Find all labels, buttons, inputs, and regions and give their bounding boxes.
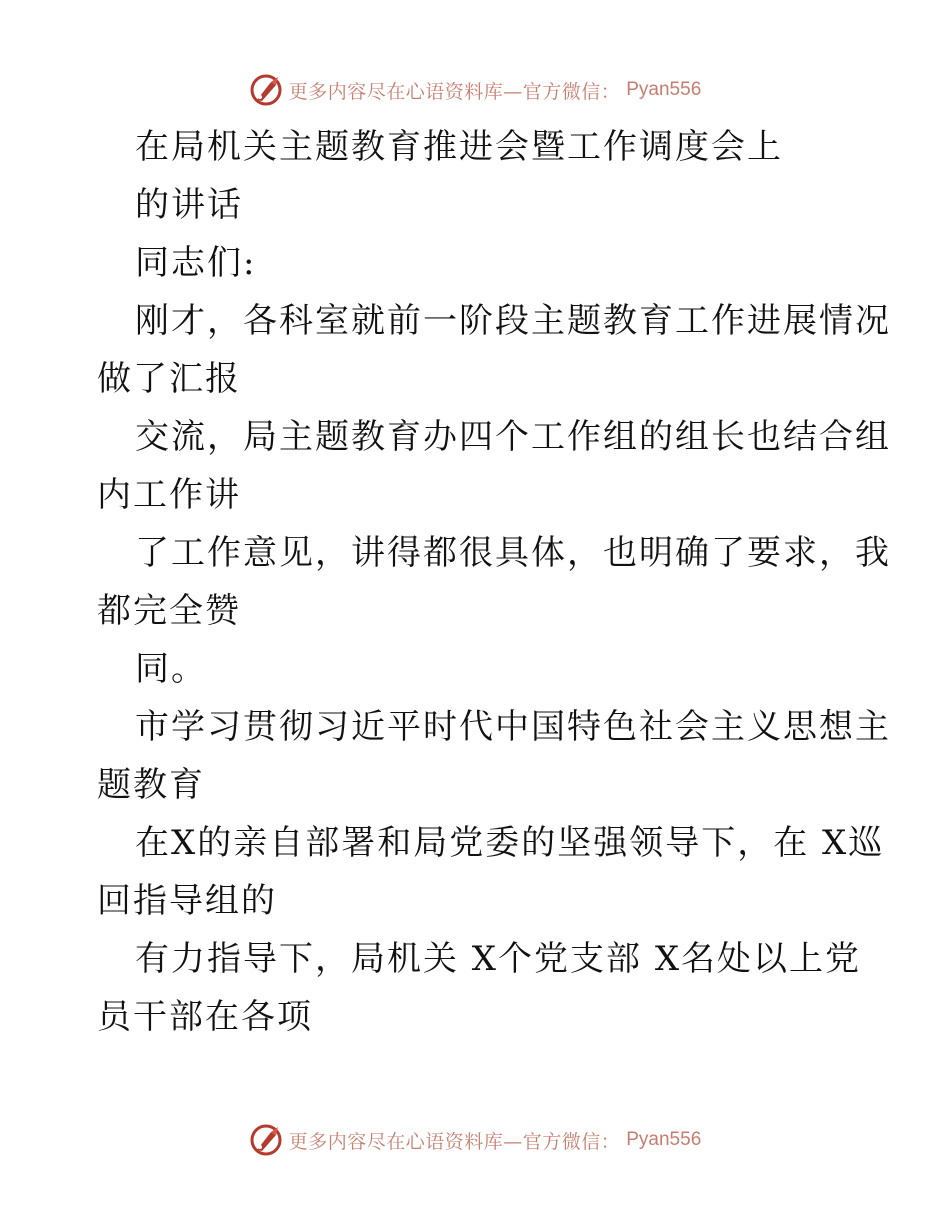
paragraph-line: 交流，局主题教育办四个工作组的组长也结合组	[135, 417, 891, 457]
title-line-2: 的讲话	[135, 185, 243, 225]
paragraph-line: 刚才，各科室就前一阶段主题教育工作进展情况	[135, 301, 891, 341]
paragraph-line: 员干部在各项	[97, 997, 313, 1037]
paragraph-line: 在X的亲自部署和局党委的坚强领导下，在 X巡	[135, 823, 885, 863]
document-body	[97, 118, 891, 1046]
paragraph-line: 有力指导下，局机关 X个党支部 X名处以上党	[135, 939, 862, 979]
paragraph-line: 内工作讲	[97, 475, 241, 515]
watermark-id: Pyan556	[626, 1129, 702, 1150]
header-watermark	[0, 70, 950, 110]
watermark-text: 更多内容尽在心语资料库—官方微信：	[288, 1130, 621, 1153]
paragraph-line: 市学习贯彻习近平时代中国特色社会主义思想主	[135, 707, 891, 747]
salutation: 同志们:	[135, 243, 257, 283]
paragraph-line: 做了汇报	[97, 359, 241, 399]
title-line-1: 在局机关主题教育推进会暨工作调度会上	[135, 127, 783, 167]
paragraph-line: 题教育	[97, 765, 205, 805]
paragraph-line: 回指导组的	[97, 881, 277, 921]
quill-pen-logo-icon	[249, 73, 283, 107]
footer-watermark	[0, 1120, 950, 1160]
paragraph-line: 同。	[135, 649, 207, 689]
watermark-text: 更多内容尽在心语资料库—官方微信：	[288, 80, 621, 103]
watermark-id: Pyan556	[626, 79, 702, 100]
paragraph-line: 了工作意见，讲得都很具体，也明确了要求，我	[135, 533, 891, 573]
paragraph-line: 都完全赞	[97, 591, 241, 631]
quill-pen-logo-icon	[249, 1123, 283, 1157]
